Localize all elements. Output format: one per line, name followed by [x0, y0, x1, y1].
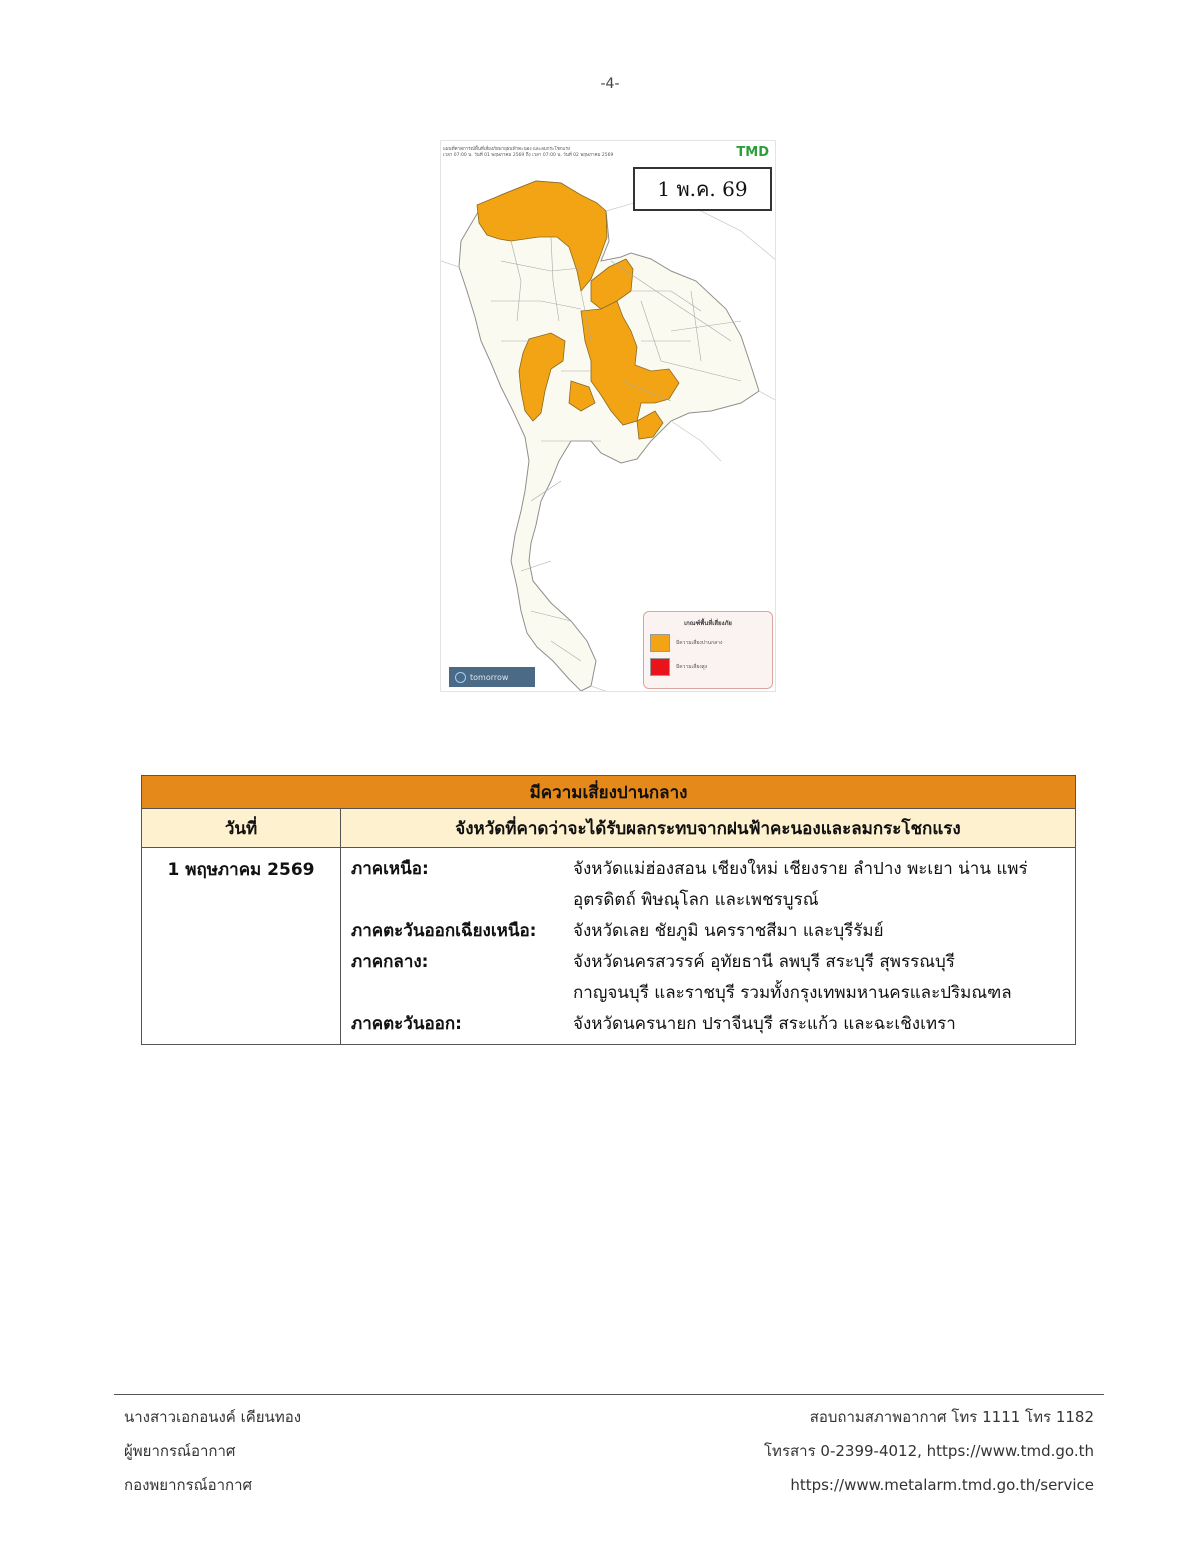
- page-number: -4-: [600, 76, 620, 92]
- region-name: ภาคตะวันออก:: [351, 1014, 462, 1034]
- region-central: [351, 947, 1065, 1009]
- province-line: อุตรดิตถ์ พิษณุโลก และเพชรบูรณ์: [573, 890, 819, 910]
- tmd-logo: [736, 145, 769, 160]
- table-header-row: [142, 809, 1076, 848]
- table-title-row: [142, 776, 1076, 809]
- map-caption: [443, 147, 703, 159]
- regions-cell: [341, 848, 1076, 1045]
- legend-item-moderate: [650, 634, 766, 652]
- region-provinces: [573, 1009, 1065, 1040]
- footer-divider: [114, 1394, 1104, 1395]
- forecaster-division: กองพยากรณ์อากาศ: [124, 1476, 253, 1494]
- legend-swatch-moderate: [650, 634, 670, 652]
- map-date-box: 1 พ.ค. 69: [633, 167, 772, 211]
- legend-title: เกณฑ์พื้นที่เสี่ยงภัย: [684, 620, 732, 627]
- province-line: จังหวัดเลย ชัยภูมิ นครราชสีมา และบุรีรัมย์: [573, 921, 884, 941]
- region-provinces: [573, 916, 1065, 947]
- region-northeast: [351, 916, 1065, 947]
- region-name: ภาคเหนือ:: [351, 859, 429, 879]
- tomorrow-brand-badge: [449, 667, 535, 687]
- thailand-risk-map: [441, 141, 776, 692]
- header-date: วันที่: [142, 809, 341, 848]
- header-provinces: จังหวัดที่คาดว่าจะได้รับผลกระทบจากฝนฟ้าคะนองและลมกระโชกแรง: [341, 809, 1076, 848]
- legend-label-moderate: มีความเสี่ยงปานกลาง: [676, 640, 723, 646]
- date-cell: 1 พฤษภาคม 2569: [142, 848, 341, 1045]
- risk-map-figure: [440, 140, 776, 692]
- map-caption-line-2: เวลา 07:00 น. วันที่ 01 พฤษภาคม 2569 ถึง เวลา 07:00 น. วันที่ 02 พฤษภาคม 2569: [443, 153, 614, 158]
- legend-swatch-high: [650, 658, 670, 676]
- tomorrow-logo-icon: [455, 672, 466, 683]
- map-caption-line-1: แผนที่คาดการณ์พื้นที่เสี่ยงภัยพายุฝนฟ้าคะนอง และลมกระโชกแรง: [443, 147, 571, 152]
- province-line: จังหวัดแม่ฮ่องสอน เชียงใหม่ เชียงราย ลำปาง พะเยา น่าน แพร่: [573, 859, 1028, 879]
- region-east: [351, 1009, 1065, 1040]
- province-line: กาญจนบุรี และราชบุรี รวมทั้งกรุงเทพมหานครและปริมณฑล: [573, 983, 1012, 1003]
- region-north: [351, 854, 1065, 916]
- forecaster-title: ผู้พยากรณ์อากาศ: [124, 1442, 236, 1460]
- map-legend: [643, 611, 773, 689]
- table-row: [142, 848, 1076, 1045]
- contact-phone: สอบถามสภาพอากาศ โทร 1111 โทร 1182: [809, 1408, 1094, 1426]
- region-name: ภาคกลาง:: [351, 952, 429, 972]
- tmd-logo-text: TMD: [736, 145, 769, 160]
- province-line: จังหวัดนครสวรรค์ อุทัยธานี ลพบุรี สระบุรี สุพรรณบุรี: [573, 952, 955, 972]
- region-provinces: [573, 854, 1065, 916]
- region-provinces: [573, 947, 1065, 1009]
- forecaster-name: นางสาวเอกอนงค์ เคียนทอง: [124, 1408, 302, 1426]
- risk-table: [141, 775, 1076, 1045]
- legend-label-high: มีความเสี่ยงสูง: [676, 664, 708, 670]
- contact-service-link[interactable]: https://www.metalarm.tmd.go.th/service: [790, 1476, 1094, 1494]
- brand-label: tomorrow: [470, 672, 509, 682]
- legend-item-high: [650, 658, 766, 676]
- province-line: จังหวัดนครนายก ปราจีนบุรี สระแก้ว และฉะเชิงเทรา: [573, 1014, 956, 1034]
- region-name: ภาคตะวันออกเฉียงเหนือ:: [351, 921, 537, 941]
- footer-contact: [764, 1400, 1094, 1502]
- contact-fax-website[interactable]: โทรสาร 0-2399-4012, https://www.tmd.go.th: [764, 1442, 1094, 1460]
- table-title: มีความเสี่ยงปานกลาง: [142, 776, 1076, 809]
- footer-signatory: [124, 1400, 301, 1502]
